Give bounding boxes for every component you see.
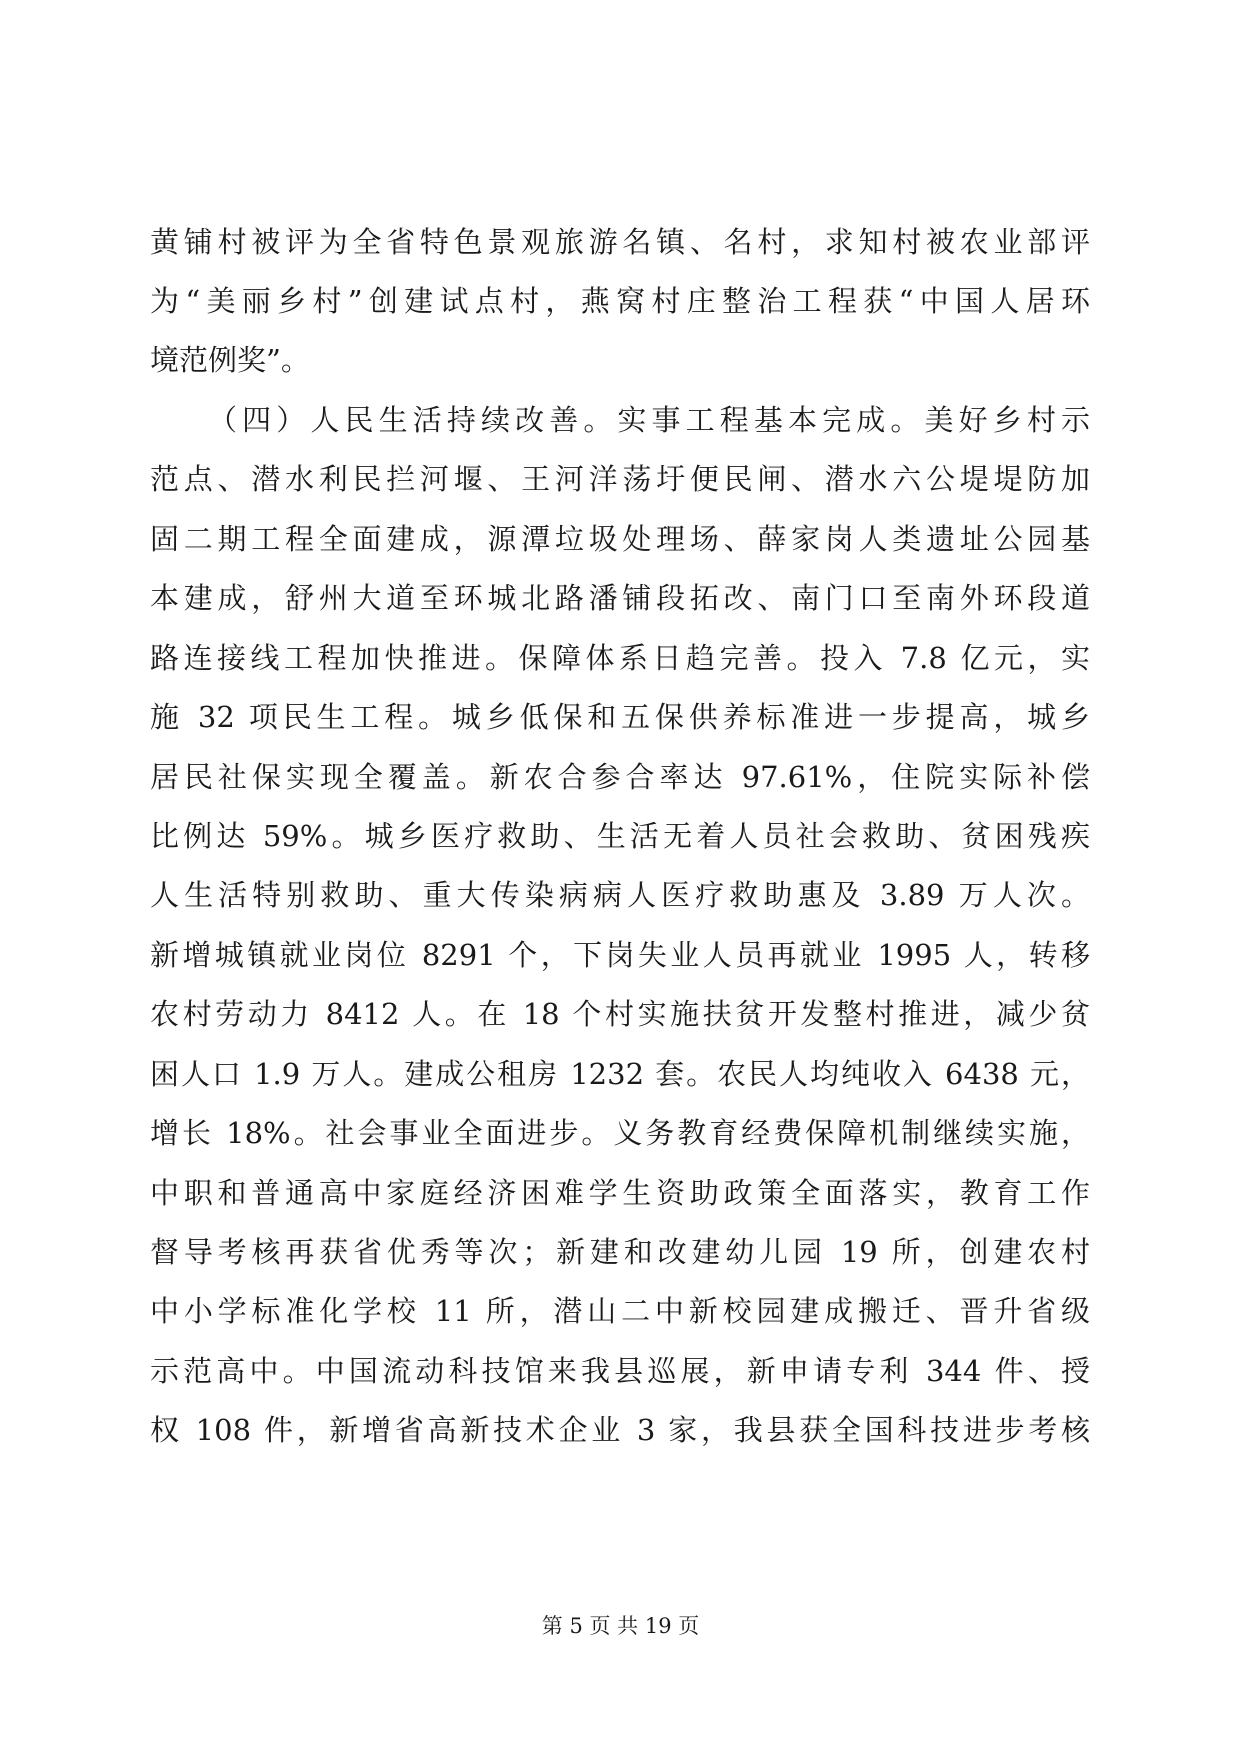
text-line-5: 范点、潜水利民拦河堰、王河洋荡圩便民闸、潜水六公堤堤防加 — [150, 462, 1090, 496]
text-line-9: 施 32 项民生工程。城乡低保和五保供养标准进一步提高，城乡 — [150, 700, 1090, 734]
text-line-21: 权 108 件，新增省高新技术企业 3 家，我县获全国科技进步考核 — [150, 1413, 1090, 1447]
text-line-1: 黄铺村被评为全省特色景观旅游名镇、名村，求知村被农业部评 — [150, 225, 1090, 259]
text-line-7: 本建成，舒州大道至环城北路潘铺段拓改、南门口至南外环段道 — [150, 581, 1090, 615]
text-line-13: 新增城镇就业岗位 8291 个，下岗失业人员再就业 1995 人，转移 — [150, 938, 1090, 972]
text-line-2: 为“美丽乡村”创建试点村，燕窝村庄整治工程获“中国人居环 — [150, 284, 1090, 318]
text-line-14: 农村劳动力 8412 人。在 18 个村实施扶贫开发整村推进，减少贫 — [150, 997, 1090, 1031]
text-line-17: 中职和普通高中家庭经济困难学生资助政策全面落实，教育工作 — [150, 1176, 1090, 1210]
text-line-8: 路连接线工程加快推进。保障体系日趋完善。投入 7.8 亿元，实 — [150, 641, 1090, 675]
text-line-16: 增长 18%。社会事业全面进步。义务教育经费保障机制继续实施， — [150, 1116, 1090, 1150]
text-line-12: 人生活特别救助、重大传染病病人医疗救助惠及 3.89 万人次。 — [150, 878, 1090, 912]
text-line-3: 境范例奖”。 — [150, 343, 310, 377]
text-line-4: （四）人民生活持续改善。实事工程基本完成。美好乡村示 — [208, 403, 1090, 437]
text-line-6: 固二期工程全面建成，源潭垃圾处理场、薛家岗人类遗址公园基 — [150, 522, 1090, 556]
text-line-10: 居民社保实现全覆盖。新农合参合率达 97.61%，住院实际补偿 — [150, 760, 1090, 794]
text-line-19: 中小学标准化学校 11 所，潜山二中新校园建成搬迁、晋升省级 — [150, 1294, 1090, 1328]
text-line-18: 督导考核再获省优秀等次；新建和改建幼儿园 19 所，创建农村 — [150, 1235, 1090, 1269]
page-number-footer: 第 5 页 共 19 页 — [541, 1614, 700, 1638]
text-line-15: 困人口 1.9 万人。建成公租房 1232 套。农民人均纯收入 6438 元， — [150, 1057, 1090, 1091]
text-line-11: 比例达 59%。城乡医疗救助、生活无着人员社会救助、贫困残疾 — [150, 819, 1090, 853]
text-line-20: 示范高中。中国流动科技馆来我县巡展，新申请专利 344 件、授 — [150, 1354, 1090, 1388]
